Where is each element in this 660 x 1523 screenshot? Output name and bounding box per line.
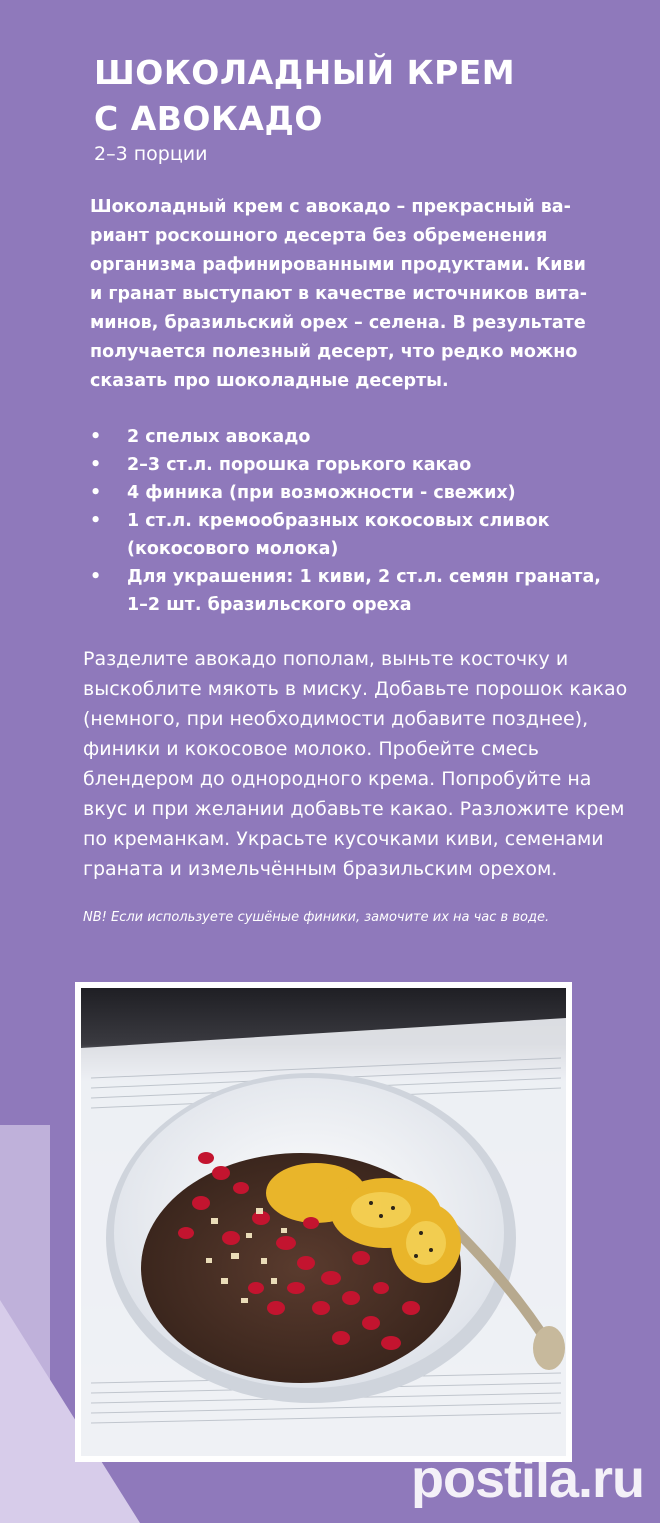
ingredient-line: Для украшения: 1 киви, 2 ст.л. семян граната, — [127, 567, 601, 587]
intro-line: получается полезный десерт, что редко можно — [90, 342, 578, 362]
method-line: (немного, при необходимости добавите позднее), — [83, 708, 589, 730]
method-line: Разделите авокадо пополам, выньте косточку и — [83, 648, 569, 670]
intro-line: сказать про шоколадные десерты. — [90, 371, 449, 391]
ingredients-list — [90, 423, 630, 619]
note: NB! Если используете сушёные финики, замочите их на час в воде. — [83, 910, 550, 925]
ingredient-line: 1–2 шт. бразильского ореха — [127, 595, 412, 615]
ingredient-item — [90, 479, 630, 507]
method-line: блендером до однородного крема. Попробуйте на — [83, 768, 592, 790]
ingredient-line: 4 финика (при возможности - свежих) — [127, 483, 516, 503]
dessert-photo — [81, 988, 566, 1456]
intro-paragraph — [90, 193, 620, 396]
ingredient-line: (кокосового молока) — [127, 539, 339, 559]
intro-line: и гранат выступают в качестве источников вита- — [90, 284, 588, 304]
ingredient-item — [90, 451, 630, 479]
ingredient-line: 2–3 ст.л. порошка горького какао — [127, 455, 472, 475]
watermark: postila.ru — [410, 1449, 644, 1509]
intro-line: риант роскошного десерта без обременения — [90, 226, 548, 246]
intro-line: минов, бразильский орех – селена. В результате — [90, 313, 586, 333]
recipe-title — [94, 50, 515, 142]
method-line: по креманкам. Украсьте кусочками киви, семенами — [83, 828, 604, 850]
ingredient-item — [90, 563, 630, 619]
dessert-photo-frame — [75, 982, 572, 1462]
bullet-icon: • — [90, 567, 102, 587]
method-line: граната и измельчённым бразильским орехом. — [83, 858, 558, 880]
method-line: финики и кокосовое молоко. Пробейте смесь — [83, 738, 539, 760]
intro-line: организма рафинированными продуктами. Киви — [90, 255, 586, 275]
ingredient-line: 1 ст.л. кремообразных кокосовых сливок — [127, 511, 550, 531]
method-paragraph — [83, 644, 643, 884]
servings: 2–3 порции — [94, 143, 208, 165]
method-line: вкус и при желании добавьте какао. Разложите крем — [83, 798, 625, 820]
title-line: С АВОКАДО — [94, 99, 323, 138]
bullet-icon: • — [90, 455, 102, 475]
bullet-icon: • — [90, 511, 102, 531]
title-line: ШОКОЛАДНЫЙ КРЕМ — [94, 53, 516, 92]
intro-line: Шоколадный крем с авокадо – прекрасный ва- — [90, 197, 571, 217]
ingredient-item — [90, 507, 630, 563]
ingredient-item — [90, 423, 630, 451]
bullet-icon: • — [90, 427, 102, 447]
bullet-icon: • — [90, 483, 102, 503]
method-line: выскоблите мякоть в миску. Добавьте порошок какао — [83, 678, 628, 700]
ingredient-line: 2 спелых авокадо — [127, 427, 311, 447]
